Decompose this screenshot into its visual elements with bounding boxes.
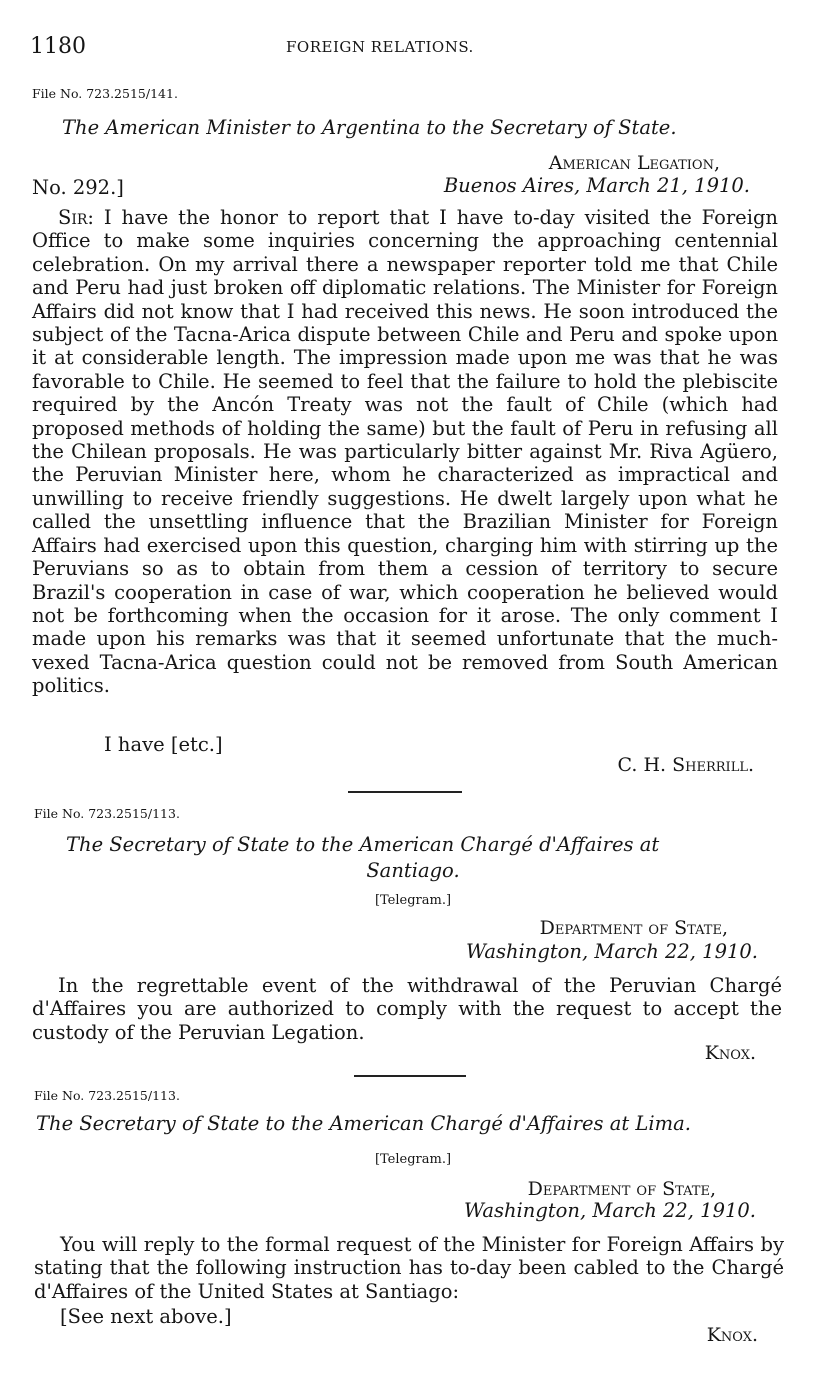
place-date: Washington, March 22, 1910. [464, 1199, 756, 1222]
page-number: 1180 [30, 34, 86, 59]
telegram-label: [Telegram.] [374, 893, 452, 908]
letter-body [32, 206, 778, 698]
file-number: File No. 723.2515/113. [34, 806, 180, 821]
file-number: File No. 723.2515/113. [34, 1088, 180, 1103]
running-title: FOREIGN RELATIONS. [286, 38, 474, 56]
divider [354, 1075, 466, 1077]
telegram-body: You will reply to the formal request of the Minister for Foreign Affairs by stating that the following instruction has to-day been cabled to the Chargé d'Affaires of the United States at Santiago: [34, 1233, 784, 1303]
place-date: Buenos Aires, March 21, 1910. [443, 174, 750, 197]
signature: Knox. [704, 1042, 756, 1064]
divider [348, 791, 462, 793]
telegram-heading-continued: Santiago. [366, 859, 460, 882]
telegram-heading: The Secretary of State to the American Chargé d'Affaires at Lima. [36, 1112, 691, 1135]
department-line: Department of State, [527, 1178, 716, 1200]
file-number: File No. 723.2515/141. [32, 86, 178, 101]
letter-heading: The American Minister to Argentina to the Secretary of State. [62, 116, 677, 139]
legation-line: American Legation, [548, 152, 720, 174]
telegram-heading: The Secretary of State to the American Chargé d'Affaires at [66, 833, 660, 856]
telegram-label: [Telegram.] [374, 1152, 452, 1167]
salutation: Sir: [58, 206, 94, 229]
department-line: Department of State, [539, 917, 728, 939]
signature: Knox. [706, 1324, 758, 1346]
place-date: Washington, March 22, 1910. [466, 940, 758, 963]
telegram-body: In the regrettable event of the withdrawal of the Peruvian Chargé d'Affaires you are authorized to comply with the request to accept the custody of the Peruvian Legation. [32, 974, 782, 1044]
signature: C. H. Sherrill. [617, 754, 754, 776]
dispatch-number: No. 292.] [32, 176, 124, 199]
letter-body-text: I have the honor to report that I have to-day visited the Foreign Office to make some inquiries concerning the approaching centennial celebration. On my arrival there a newspaper reporter told me that Chile and Peru had just broken off diplomatic relations. The Minister for Foreign Affairs did not know that I had received this news. He soon introduced the subject of the Tacna-Arica dispute between Chile and Peru and spoke upon it at considerable length. The impression made upon me was that he was favorable to Chile. He seemed to feel that the failure to hold the plebiscite required by the Ancón Treaty was not the fault of Chile (which had proposed methods of holding the same) but the fault of Peru in refusing all the Chilean proposals. He was particularly bitter against Mr. Riva Agüero, the Peruvian Minister here, whom he characterized as impractical and unwilling to receive friendly suggestions. He dwelt largely upon what he called the unsettling influence that the Brazilian Minister for Foreign Affairs had exercised upon this question, charging him with stirring up the Peruvians so as to obtain from them a cession of territory to secure Brazil's cooperation in case of war, which cooperation he believed would not be forthcoming when the occasion for it arose. The only comment I made upon his remarks was that it seemed unfortunate that the much-vexed Tacna-Arica question could not be removed from South American politics. [32, 206, 778, 698]
note: [See next above.] [60, 1305, 232, 1328]
closing: I have [etc.] [104, 733, 223, 756]
